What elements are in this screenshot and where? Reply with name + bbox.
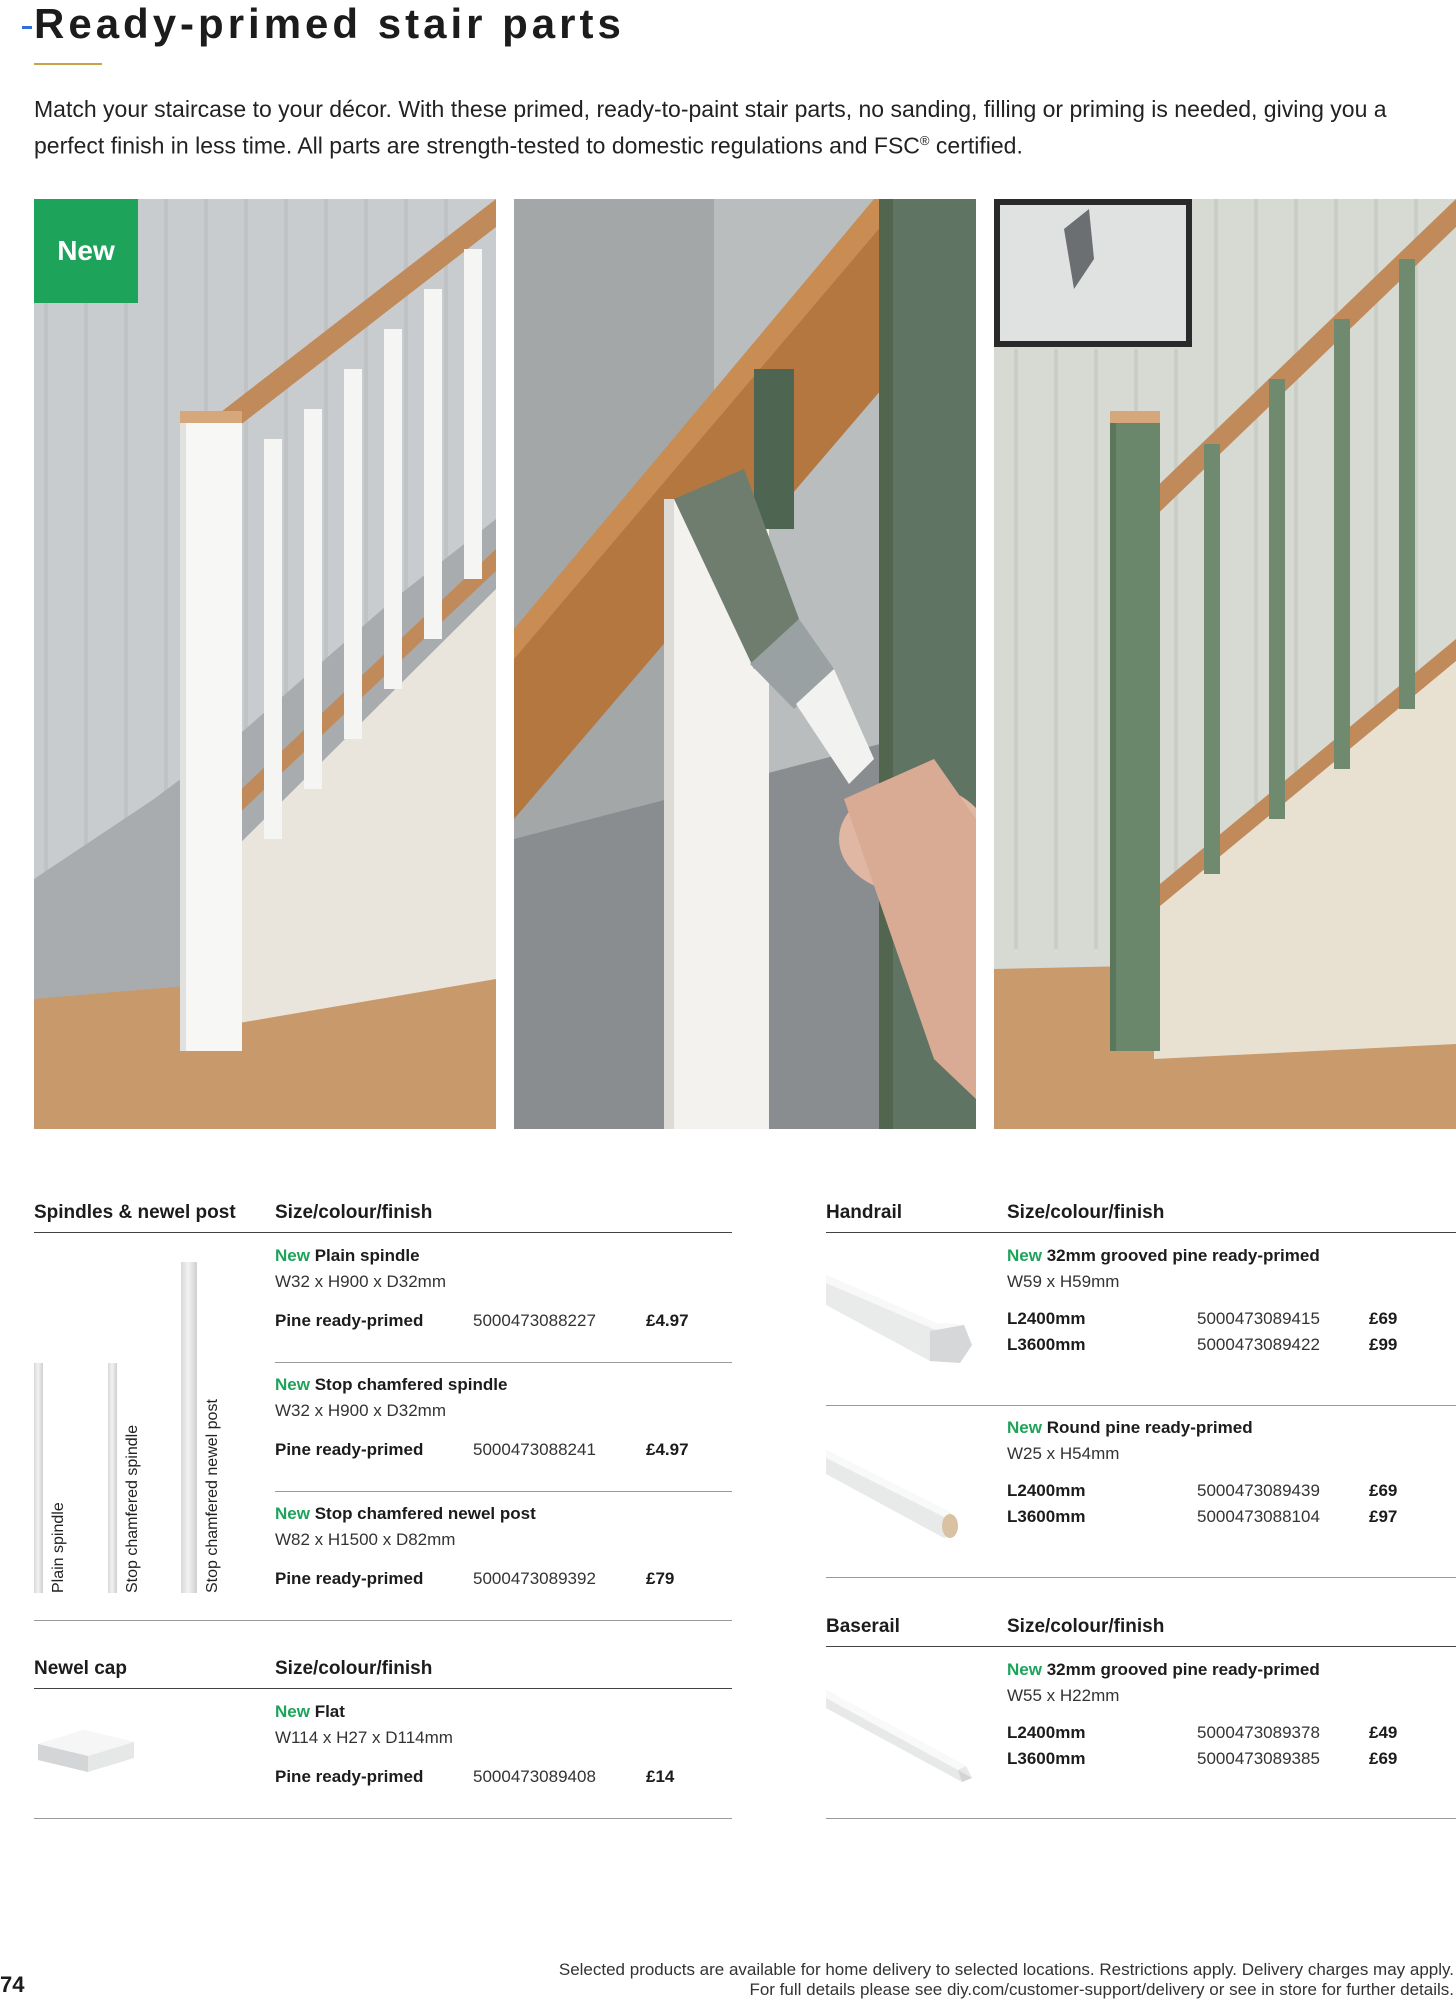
footer-line-2: For full details please see diy.com/customer-support/delivery or see in store for further details.: [749, 1980, 1454, 1999]
finish-label: Pine ready-primed: [275, 1569, 424, 1588]
finish-label: Pine ready-primed: [275, 1767, 424, 1786]
intro-part2: certified.: [929, 132, 1023, 159]
product-dims: W114 x H27 x D114mm: [275, 1728, 453, 1747]
grooved-handrail-illustration: [826, 1265, 974, 1375]
footer-line-1: Selected products are available for home delivery to selected locations. Restrictions apply. Delivery charges may apply.: [558, 1960, 1454, 1979]
staircase-white-illustration: [34, 199, 496, 1129]
handrail-header-rule: [826, 1232, 1456, 1233]
new-tag: New: [1007, 1418, 1042, 1437]
section-divider: [826, 1577, 1456, 1578]
product-title: Round pine ready-primed: [1041, 1418, 1253, 1437]
section-divider: [34, 1818, 732, 1819]
product-code: 5000473089439: [1197, 1481, 1320, 1500]
baserail-image: [826, 1680, 974, 1790]
product-code: 5000473089385: [1197, 1749, 1320, 1768]
page-title: Ready-primed stair parts: [34, 0, 625, 47]
product-title: Flat: [309, 1702, 345, 1721]
product-code: 5000473088104: [1197, 1507, 1320, 1526]
length-label: L2400mm: [1007, 1481, 1086, 1500]
newel-cap-heading: Newel cap: [34, 1658, 127, 1679]
round-handrail-illustration: [826, 1438, 974, 1548]
product-price: £69: [1369, 1309, 1398, 1328]
newel-cap-image: [34, 1722, 138, 1776]
product-title: 32mm grooved pine ready-primed: [1041, 1660, 1320, 1679]
product-code: 5000473089415: [1197, 1309, 1320, 1328]
product-price: £69: [1369, 1481, 1398, 1500]
product-price: £14: [646, 1767, 675, 1786]
length-label: L3600mm: [1007, 1507, 1086, 1526]
new-tag: New: [1007, 1660, 1042, 1679]
newel-cap-header-rule: [34, 1688, 732, 1689]
handrail-column-heading: Size/colour/finish: [1007, 1202, 1165, 1223]
product-price: £4.97: [646, 1311, 689, 1330]
grooved-handrail-image: [826, 1265, 974, 1375]
newel-cap-column-heading: Size/colour/finish: [275, 1658, 433, 1679]
newel-post-label: Stop chamfered newel post: [204, 1399, 221, 1593]
new-tag: New: [1007, 1246, 1042, 1265]
product-code: 5000473088227: [473, 1311, 596, 1330]
product-divider: [275, 1491, 732, 1492]
page-number: 74: [0, 1972, 25, 1997]
product-dims: W55 x H22mm: [1007, 1686, 1120, 1705]
baserail-header-rule: [826, 1646, 1456, 1647]
section-divider: [34, 1620, 732, 1621]
product-code: 5000473089392: [473, 1569, 596, 1588]
registered-mark: ®: [919, 133, 930, 148]
product-name: [1007, 1660, 1320, 1680]
spindles-column-heading: Size/colour/finish: [275, 1202, 433, 1223]
product-price: £97: [1369, 1507, 1398, 1526]
paint-brush-illustration: [514, 199, 976, 1129]
product-dims: W25 x H54mm: [1007, 1444, 1120, 1463]
product-dims: W82 x H1500 x D82mm: [275, 1530, 456, 1549]
new-tag: New: [275, 1504, 310, 1523]
product-divider: [275, 1362, 732, 1363]
length-label: L2400mm: [1007, 1723, 1086, 1742]
title-marker: [22, 26, 32, 29]
baserail-column-heading: Size/colour/finish: [1007, 1616, 1165, 1637]
product-code: 5000473089408: [473, 1767, 596, 1786]
length-label: L3600mm: [1007, 1335, 1086, 1354]
stop-chamfered-spindle-label: Stop chamfered spindle: [124, 1424, 141, 1593]
product-price: £99: [1369, 1335, 1398, 1354]
product-name: [275, 1504, 536, 1524]
title-underline: [34, 63, 102, 65]
intro-part1: Match your staircase to your décor. With these primed, ready-to-paint stair parts, no sanding, filling or priming is needed, giving you a perfect finish in less time. All parts are strength-tested to domestic regulations and FSC: [34, 96, 1387, 159]
new-badge: New: [34, 199, 138, 303]
product-name: [275, 1702, 345, 1722]
baserail-illustration: [826, 1680, 974, 1790]
product-price: £69: [1369, 1749, 1398, 1768]
baserail-heading: Baserail: [826, 1616, 900, 1637]
product-dims: W32 x H900 x D32mm: [275, 1401, 446, 1420]
length-label: L2400mm: [1007, 1309, 1086, 1328]
plain-spindle-label: Plain spindle: [50, 1502, 67, 1593]
footer-note: [559, 1960, 1454, 2000]
finish-label: Pine ready-primed: [275, 1440, 424, 1459]
stop-chamfered-spindle-image: [108, 1363, 117, 1593]
handrail-heading: Handrail: [826, 1202, 903, 1223]
round-handrail-image: [826, 1438, 974, 1548]
product-price: £49: [1369, 1723, 1398, 1742]
product-name: [275, 1246, 420, 1266]
product-price: £4.97: [646, 1440, 689, 1459]
product-name: [275, 1375, 507, 1395]
product-title: Plain spindle: [309, 1246, 420, 1265]
newel-post-image: [181, 1262, 197, 1593]
section-divider: [826, 1818, 1456, 1819]
new-tag: New: [275, 1702, 310, 1721]
product-dims: W59 x H59mm: [1007, 1272, 1120, 1291]
length-label: L3600mm: [1007, 1749, 1086, 1768]
product-name: [1007, 1418, 1253, 1438]
plain-spindle-image: [34, 1363, 43, 1593]
photo-white-staircase: [34, 199, 496, 1129]
photo-green-staircase: [994, 199, 1456, 1129]
photo-painting-post: [514, 199, 976, 1129]
product-code: 5000473088241: [473, 1440, 596, 1459]
spindles-header-rule: [34, 1232, 732, 1233]
product-title: 32mm grooved pine ready-primed: [1041, 1246, 1320, 1265]
product-divider: [826, 1405, 1456, 1406]
product-dims: W32 x H900 x D32mm: [275, 1272, 446, 1291]
spindles-heading: Spindles & newel post: [34, 1202, 236, 1223]
new-tag: New: [275, 1375, 310, 1394]
intro-text: [34, 94, 1414, 162]
staircase-green-illustration: [994, 199, 1456, 1129]
product-title: Stop chamfered newel post: [309, 1504, 536, 1523]
product-name: [1007, 1246, 1320, 1266]
product-code: 5000473089378: [1197, 1723, 1320, 1742]
newel-cap-illustration: [34, 1722, 138, 1776]
product-price: £79: [646, 1569, 675, 1588]
finish-label: Pine ready-primed: [275, 1311, 424, 1330]
new-tag: New: [275, 1246, 310, 1265]
product-title: Stop chamfered spindle: [309, 1375, 508, 1394]
product-code: 5000473089422: [1197, 1335, 1320, 1354]
